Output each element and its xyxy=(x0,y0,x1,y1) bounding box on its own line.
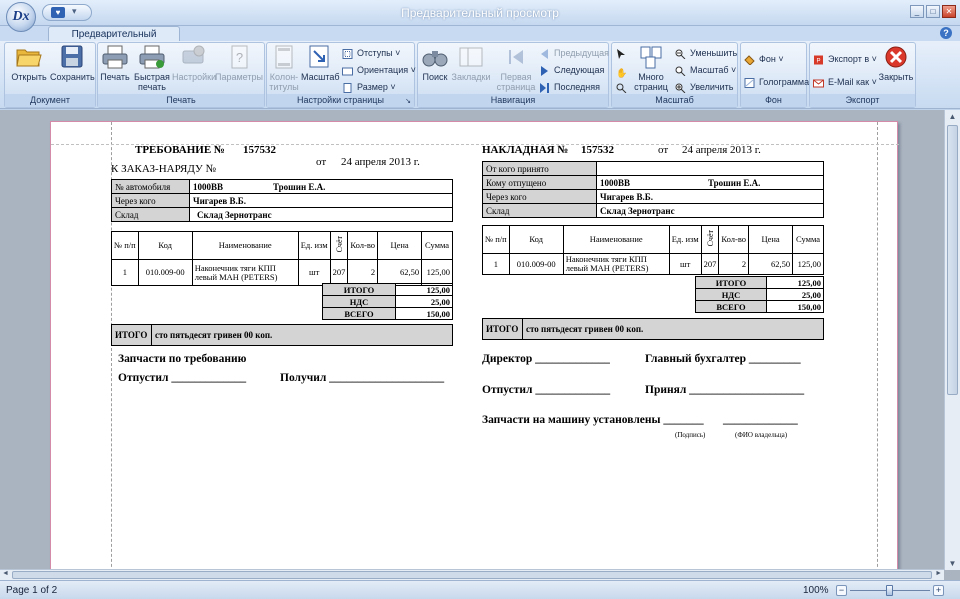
right-vat-value: 25,00 xyxy=(767,289,824,301)
left-via-value: Чигарев В.Б. xyxy=(190,194,453,208)
quick-printer-icon xyxy=(138,45,166,69)
open-label: Открыть xyxy=(11,72,47,82)
zoom-scale-button[interactable] xyxy=(674,62,736,78)
maximize-button[interactable]: □ xyxy=(926,5,940,18)
status-bar xyxy=(0,580,960,599)
right-doc-date-prefix: от xyxy=(658,144,669,156)
right-h-code: Код xyxy=(509,226,563,254)
bookmarks-button[interactable] xyxy=(451,45,491,82)
left-vat-value: 25,00 xyxy=(396,296,453,308)
scale-label: Масштаб xyxy=(301,72,340,82)
margins-button[interactable] xyxy=(341,45,400,61)
left-car-label: № автомобиля xyxy=(112,180,190,194)
next-icon xyxy=(539,65,550,75)
right-sign-director: Директор _____________ xyxy=(482,353,610,365)
title-bar xyxy=(0,0,960,26)
group-page-setup xyxy=(266,42,415,108)
parameters-button[interactable] xyxy=(215,45,263,82)
first-page-label-1: Первая xyxy=(500,72,532,82)
right-sign-installed-line: _____________ xyxy=(723,414,798,426)
bookmarks-icon xyxy=(457,45,485,69)
close-window-button[interactable]: ✕ xyxy=(942,5,956,18)
right-info-table xyxy=(482,161,824,218)
left-car-value xyxy=(190,180,453,194)
bookmarks-label: Закладки xyxy=(451,72,491,82)
right-sign-received: Принял ____________________ xyxy=(645,384,805,396)
export-to-label: Экспорт в ˅ xyxy=(828,54,877,64)
options-label: Настройки xyxy=(172,72,217,82)
last-label: Последняя xyxy=(554,82,601,92)
left-h-unit: Ед. изм xyxy=(298,232,330,260)
left-cell-price: 62,50 xyxy=(378,260,422,286)
zoom-scale-icon xyxy=(675,65,686,75)
margins-label: Отступы ˅ xyxy=(357,48,401,58)
email-as-button[interactable] xyxy=(812,74,877,90)
left-h-name: Наименование xyxy=(192,232,298,260)
search-label: Поиск xyxy=(422,72,448,82)
table-row xyxy=(112,260,453,286)
previous-icon xyxy=(539,48,550,58)
magnifier-tool-button[interactable] xyxy=(613,79,629,95)
left-in-words-table xyxy=(111,324,453,346)
zoom-out-label: Уменьшить xyxy=(690,48,738,58)
header-footer-button[interactable] xyxy=(267,45,301,92)
right-h-price: Цена xyxy=(749,226,793,254)
left-warehouse-value xyxy=(190,208,453,222)
right-total-value: 125,00 xyxy=(767,277,824,289)
right-doc-number: 157532 xyxy=(581,144,614,156)
left-h-num: № п/п xyxy=(112,232,139,260)
left-totals-table xyxy=(322,283,453,320)
first-page-icon xyxy=(502,45,530,69)
left-h-account xyxy=(330,232,348,260)
page-color-button[interactable] xyxy=(743,51,784,67)
magnifier-icon xyxy=(616,82,627,92)
right-grand-label: ВСЕГО xyxy=(696,301,767,313)
left-via-row xyxy=(112,194,453,208)
export-to-button[interactable] xyxy=(812,51,877,67)
minimize-button[interactable]: _ xyxy=(910,5,924,18)
page-indicator: Page 1 of 2 xyxy=(6,585,58,596)
watermark-icon xyxy=(744,77,755,87)
right-owner-caption: (ФИО владельца) xyxy=(735,431,788,439)
options-button[interactable] xyxy=(172,45,217,82)
right-car-person: Трошин Е.А. xyxy=(708,177,761,188)
left-in-words-row xyxy=(112,325,453,346)
paint-bucket-icon xyxy=(744,54,755,64)
right-cell-qty: 2 xyxy=(719,254,749,275)
right-warehouse-row xyxy=(483,204,824,218)
right-items-table xyxy=(482,225,824,275)
left-doc-date-prefix: от xyxy=(316,156,327,168)
left-warehouse-label: Склад xyxy=(112,208,190,222)
left-via-label: Через кого xyxy=(112,194,190,208)
left-doc-date: 24 апреля 2013 г. xyxy=(341,156,420,168)
left-items-header xyxy=(112,232,453,260)
window-controls xyxy=(910,5,956,18)
app-logo-text: Dx xyxy=(12,9,30,24)
save-label: Сохранить xyxy=(50,72,95,82)
right-cell-price: 62,50 xyxy=(749,254,793,275)
right-h-num: № п/п xyxy=(483,226,510,254)
first-page-button[interactable] xyxy=(496,45,536,92)
size-button[interactable] xyxy=(341,79,396,95)
left-cell-num: 1 xyxy=(112,260,139,286)
left-cell-code: 010.009-00 xyxy=(138,260,192,286)
printer-settings-icon xyxy=(179,45,207,69)
right-total-row xyxy=(696,277,824,289)
left-car-row xyxy=(112,180,453,194)
scroll-right-icon[interactable]: ► xyxy=(935,570,942,577)
ribbon-tab-row xyxy=(0,26,960,41)
left-sign-parts: Запчасти по требованию xyxy=(118,353,247,365)
scroll-down-icon[interactable]: ▼ xyxy=(948,559,957,568)
left-doc-subtitle: К ЗАКАЗ-НАРЯДУ № xyxy=(111,163,217,175)
left-cell-account: 207 xyxy=(330,260,348,286)
left-info-table xyxy=(111,179,453,222)
left-total-value: 125,00 xyxy=(396,284,453,296)
floppy-disk-icon xyxy=(58,45,86,69)
right-h-sum: Сумма xyxy=(793,226,824,254)
right-in-words-row xyxy=(483,319,824,340)
left-grand-label: ВСЕГО xyxy=(323,308,396,320)
header-footer-label-1: Колон- xyxy=(269,72,299,82)
right-h-qty: Кол-во xyxy=(719,226,749,254)
zoom-slider-knob[interactable] xyxy=(886,585,893,596)
close-preview-button[interactable] xyxy=(877,45,915,82)
watermark-button[interactable] xyxy=(743,74,809,90)
right-grand-row xyxy=(696,301,824,313)
export-pdf-icon xyxy=(813,54,824,64)
app-logo-icon[interactable] xyxy=(6,2,36,32)
print-label: Печать xyxy=(100,72,130,82)
group-label-navigation: Навигация xyxy=(418,94,608,107)
zoom-slider-plus-button[interactable]: + xyxy=(933,585,944,596)
left-h-code: Код xyxy=(138,232,192,260)
right-vat-label: НДС xyxy=(696,289,767,301)
scale-page-icon xyxy=(306,45,334,69)
group-label-document: Документ xyxy=(5,94,95,107)
right-items-header xyxy=(483,226,824,254)
group-print xyxy=(97,42,265,108)
tab-print-preview[interactable]: Предварительный xyxy=(48,26,180,42)
left-grand-value: 150,00 xyxy=(396,308,453,320)
right-in-words-label: ИТОГО xyxy=(483,319,523,340)
right-in-words-table xyxy=(482,318,824,340)
window-title: Предварительный просмотр xyxy=(401,6,559,20)
binoculars-icon xyxy=(421,45,449,69)
hand-tool-button[interactable] xyxy=(613,62,629,78)
email-pdf-icon xyxy=(813,77,824,87)
left-vat-label: НДС xyxy=(323,296,396,308)
page-setup-dialog-launcher-icon[interactable]: ↘ xyxy=(405,98,411,105)
left-car-person: Трошин Е.А. xyxy=(273,181,326,192)
zoom-value: 100% xyxy=(803,585,829,596)
right-signature-caption: (Подпись) xyxy=(675,431,706,439)
watermark-label: Голограмма xyxy=(759,77,810,87)
svg-text:P: P xyxy=(816,58,821,65)
group-background xyxy=(740,42,810,108)
group-label-background: Фон xyxy=(741,94,806,107)
left-grand-row xyxy=(323,308,453,320)
last-page-icon xyxy=(539,82,550,92)
right-warehouse-value: Склад Зернотранс xyxy=(597,204,824,218)
zoom-slider[interactable] xyxy=(836,585,944,596)
right-total-label: ИТОГО xyxy=(696,277,767,289)
first-page-label-2: страница xyxy=(496,82,536,92)
group-zoom xyxy=(611,42,738,108)
size-label: Размер ˅ xyxy=(357,82,396,92)
page-color-label: Фон ˅ xyxy=(759,54,784,64)
multi-page-label-1: Много xyxy=(638,72,664,82)
left-in-words-value: сто пятьдесят гривен 00 коп. xyxy=(152,325,453,346)
right-h-account xyxy=(701,226,719,254)
group-label-print: Печать xyxy=(98,94,264,107)
printer-icon xyxy=(101,45,129,69)
pointer-tool-button[interactable] xyxy=(613,45,629,61)
page-size-icon xyxy=(342,82,353,92)
left-doc-number: 157532 xyxy=(243,144,276,156)
right-h-name: Наименование xyxy=(563,226,669,254)
search-button[interactable] xyxy=(419,45,451,82)
left-sign-released: Отпустил _____________ xyxy=(118,372,247,384)
heart-icon[interactable]: ♥ xyxy=(51,7,65,18)
email-as-label: E-Mail как ˅ xyxy=(828,77,877,87)
right-totals-table xyxy=(695,276,824,313)
right-from-value xyxy=(597,162,824,176)
horizontal-scroll-thumb[interactable] xyxy=(12,571,932,579)
vertical-scrollbar[interactable] xyxy=(944,110,960,570)
right-cell-name: Наконечник тяги КПП левый МАН (PETERS) xyxy=(563,254,669,275)
hand-icon: ✋ xyxy=(616,68,628,78)
zoom-slider-minus-button[interactable]: − xyxy=(836,585,847,596)
left-cell-sum: 125,00 xyxy=(422,260,453,286)
left-total-label: ИТОГО xyxy=(323,284,396,296)
zoom-in-button[interactable] xyxy=(674,79,733,95)
right-doc-title: НАКЛАДНАЯ № xyxy=(482,144,569,156)
pointer-icon xyxy=(616,48,627,58)
open-button[interactable] xyxy=(8,45,50,82)
right-cell-sum: 125,00 xyxy=(793,254,824,275)
next-page-button[interactable] xyxy=(538,62,604,78)
right-sign-released: Отпустил _____________ xyxy=(482,384,611,396)
right-via-row xyxy=(483,190,824,204)
left-warehouse-text: Склад Зернотранс xyxy=(197,209,272,220)
ribbon xyxy=(0,41,960,109)
scroll-up-icon[interactable]: ▲ xyxy=(948,112,957,121)
left-cell-name: Наконечник тяги КПП левый МАН (PETERS) xyxy=(192,260,298,286)
group-document xyxy=(4,42,96,108)
right-via-value: Чигарев В.Б. xyxy=(597,190,824,204)
scale-button[interactable] xyxy=(301,45,339,82)
left-total-row xyxy=(323,284,453,296)
close-label: Закрыть xyxy=(878,72,914,82)
right-via-label: Через кого xyxy=(483,190,597,204)
left-h-qty: Кол-во xyxy=(348,232,378,260)
margin-guide-right xyxy=(877,122,878,582)
horizontal-scrollbar[interactable] xyxy=(0,569,944,580)
folder-open-icon xyxy=(15,45,43,69)
page-question-icon xyxy=(225,45,253,69)
group-label-export: Экспорт xyxy=(810,94,915,107)
scroll-left-icon[interactable]: ◄ xyxy=(2,570,9,577)
right-cell-account: 207 xyxy=(701,254,719,275)
right-cell-unit: шт xyxy=(669,254,701,275)
table-row xyxy=(483,254,824,275)
right-cell-num: 1 xyxy=(483,254,510,275)
right-cell-code: 010.009-00 xyxy=(509,254,563,275)
print-button[interactable] xyxy=(99,45,131,82)
save-button[interactable] xyxy=(50,45,94,82)
orientation-button[interactable] xyxy=(341,62,416,78)
quick-print-label-1: Быстрая xyxy=(134,72,170,82)
left-cell-unit: шт xyxy=(298,260,330,286)
right-from-row xyxy=(483,162,824,176)
group-export xyxy=(809,42,916,108)
next-label: Следующая xyxy=(554,65,605,75)
right-to-label: Кому отпущено xyxy=(483,176,597,190)
multi-page-icon xyxy=(637,45,665,69)
vertical-scroll-thumb[interactable] xyxy=(947,125,958,395)
margins-icon xyxy=(342,48,353,58)
close-circle-icon xyxy=(882,45,910,69)
zoom-out-icon xyxy=(675,48,686,58)
multi-page-label-2: страниц xyxy=(634,82,668,92)
left-doc-title: ТРЕБОВАНИЕ № xyxy=(135,144,225,156)
zoom-out-button[interactable] xyxy=(674,45,737,61)
right-grand-value: 150,00 xyxy=(767,301,824,313)
left-sign-received: Получил ____________________ xyxy=(280,372,445,384)
left-h-price: Цена xyxy=(378,232,422,260)
document-page xyxy=(50,121,898,581)
orientation-label: Ориентация ˅ xyxy=(357,65,416,75)
quick-print-button[interactable] xyxy=(132,45,172,92)
left-items-table xyxy=(111,231,453,286)
group-label-page-setup: Настройки страницы xyxy=(267,94,414,107)
last-page-button[interactable] xyxy=(538,79,600,95)
left-h-account-text: Счёт xyxy=(334,236,344,253)
zoom-in-label: Увеличить xyxy=(690,82,734,92)
right-h-unit: Ед. изм xyxy=(669,226,701,254)
zoom-in-icon xyxy=(675,82,686,92)
group-navigation xyxy=(417,42,609,108)
previous-page-button[interactable] xyxy=(538,45,609,61)
previous-label: Предыдущая xyxy=(554,48,610,58)
svg-text:?: ? xyxy=(235,50,244,65)
right-in-words-value: сто пятьдесят гривен 00 коп. xyxy=(523,319,824,340)
right-to-row xyxy=(483,176,824,190)
right-sign-installed: Запчасти на машину установлены _______ xyxy=(482,414,704,426)
left-h-sum: Сумма xyxy=(422,232,453,260)
orientation-icon xyxy=(342,65,353,75)
right-warehouse-label: Склад xyxy=(483,204,597,218)
header-footer-label-2: титулы xyxy=(269,82,299,92)
right-doc-date: 24 апреля 2013 г. xyxy=(682,144,761,156)
left-in-words-label: ИТОГО xyxy=(112,325,152,346)
header-footer-icon xyxy=(270,45,298,69)
right-car-number: 1000ВВ xyxy=(600,177,631,188)
right-h-account-text: Счёт xyxy=(705,230,715,247)
help-icon[interactable]: ? xyxy=(940,27,952,39)
parameters-label: Параметры xyxy=(215,72,263,82)
left-cell-qty: 2 xyxy=(348,260,378,286)
qat-dropdown-icon[interactable]: ▾ xyxy=(72,6,77,16)
right-to-value xyxy=(597,176,824,190)
group-label-zoom: Масштаб xyxy=(612,94,737,107)
left-warehouse-row xyxy=(112,208,453,222)
zoom-scale-label: Масштаб ˅ xyxy=(690,65,737,75)
right-from-label: От кого принято xyxy=(483,162,597,176)
quick-print-label-2: печать xyxy=(138,82,166,92)
left-car-number: 1000ВВ xyxy=(193,181,224,192)
left-vat-row xyxy=(323,296,453,308)
right-sign-chief-accountant: Главный бухгалтер _________ xyxy=(645,353,801,365)
right-vat-row xyxy=(696,289,824,301)
